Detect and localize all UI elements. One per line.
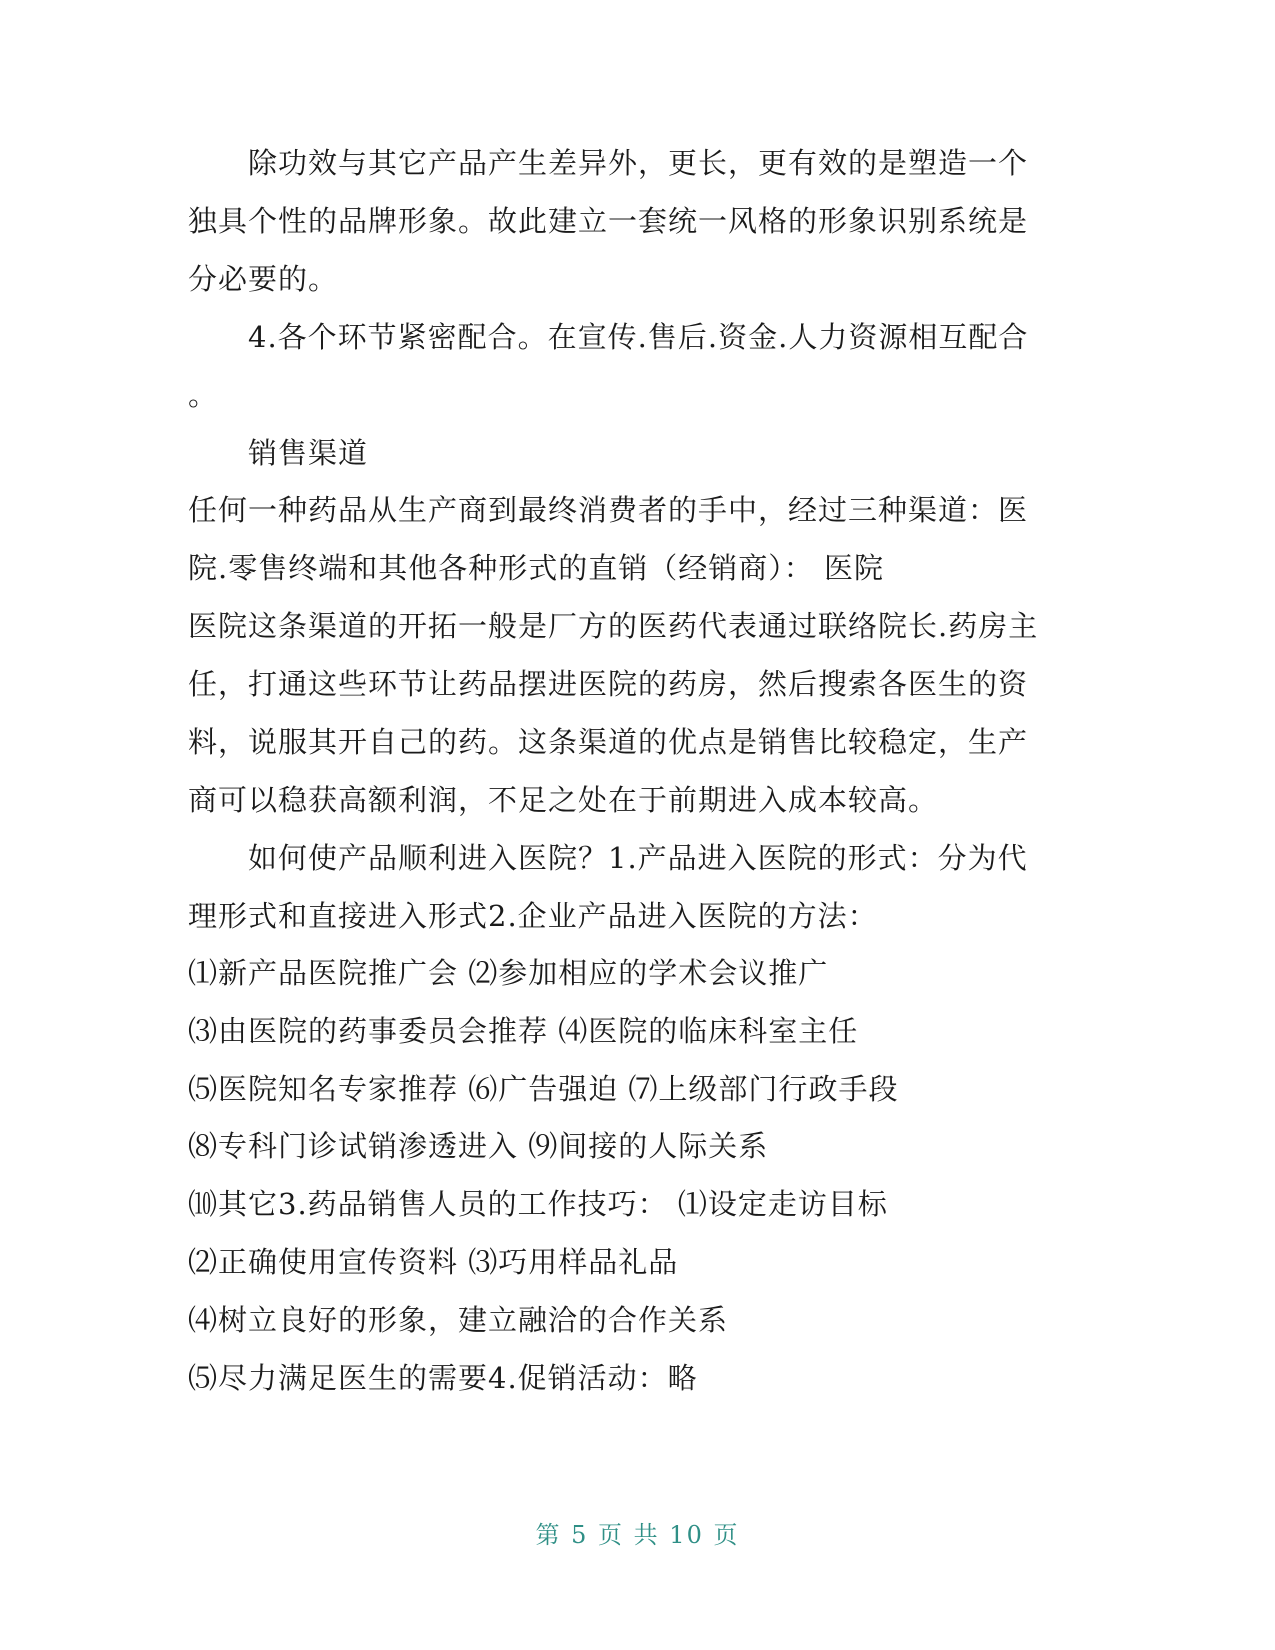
paragraph-line: 独具个性的品牌形象。故此建立一套统一风格的形象识别系统是: [188, 204, 1029, 238]
paragraph-line: 料，说服其开自己的药。这条渠道的优点是销售比较稳定，生产: [188, 725, 1029, 759]
paragraph-line: 分必要的。: [188, 262, 339, 296]
paragraph-line: 院.零售终端和其他各种形式的直销（经销商）： 医院: [188, 551, 884, 585]
paragraph-line: 任，打通这些环节让药品摆进医院的药房，然后搜索各医生的资: [188, 667, 1029, 701]
list-line: ⑸医院知名专家推荐 ⑹广告强迫 ⑺上级部门行政手段: [188, 1072, 899, 1106]
paragraph-line: 4.各个环节紧密配合。在宣传.售后.资金.人力资源相互配合: [248, 320, 1029, 354]
paragraph-line: 除功效与其它产品产生差异外，更长，更有效的是塑造一个: [248, 146, 1029, 180]
paragraph-line: 。: [188, 378, 219, 412]
list-line: ⑶由医院的药事委员会推荐 ⑷医院的临床科室主任: [188, 1014, 859, 1048]
page-number-footer: 第 5 页 共 10 页: [535, 1521, 740, 1549]
list-line: ⑻专科门诊试销渗透进入 ⑼间接的人际关系: [188, 1129, 769, 1163]
paragraph-line: 如何使产品顺利进入医院？1.产品进入医院的形式：分为代: [248, 841, 1028, 875]
paragraph-line: 商可以稳获高额利润，不足之处在于前期进入成本较高。: [188, 783, 939, 817]
section-heading: 销售渠道: [248, 436, 369, 470]
list-line: ⑽其它3.药品销售人员的工作技巧： ⑴设定走访目标: [188, 1187, 888, 1221]
paragraph-line: 理形式和直接进入形式2.企业产品进入医院的方法：: [188, 899, 878, 933]
paragraph-line: 医院这条渠道的开拓一般是厂方的医药代表通过联络院长.药房主: [188, 609, 1039, 643]
paragraph-line: 任何一种药品从生产商到最终消费者的手中，经过三种渠道：医: [188, 493, 1029, 527]
list-line: ⑴新产品医院推广会 ⑵参加相应的学术会议推广: [188, 956, 829, 990]
list-line: ⑸尽力满足医生的需要4.促销活动：略: [188, 1361, 698, 1395]
list-line: ⑵正确使用宣传资料 ⑶巧用样品礼品: [188, 1245, 679, 1279]
list-line: ⑷树立良好的形象，建立融洽的合作关系: [188, 1303, 729, 1337]
